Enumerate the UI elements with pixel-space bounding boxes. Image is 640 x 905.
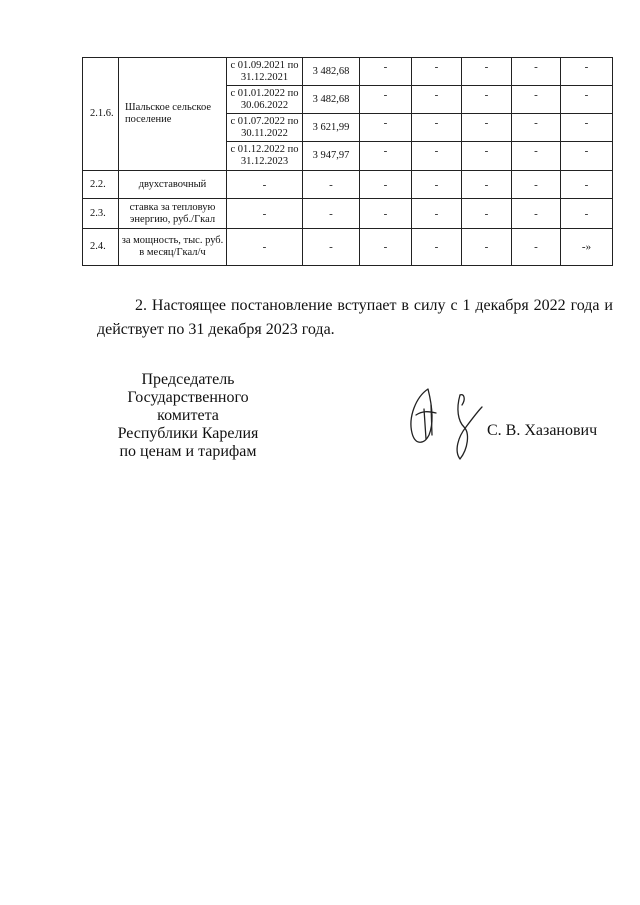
period-cell: с 01.09.2021 по 31.12.2021 <box>227 58 303 86</box>
table-cell: - <box>360 58 412 86</box>
table-cell: - <box>303 171 360 199</box>
tariff-value: 3 482,68 <box>303 86 360 114</box>
table-cell: - <box>412 114 462 142</box>
period-cell: с 01.07.2022 по 30.11.2022 <box>227 114 303 142</box>
table-cell: - <box>360 229 412 266</box>
table-cell: - <box>512 58 561 86</box>
table-cell: - <box>512 229 561 266</box>
signatory-title-line: Республики Карелия <box>117 425 259 442</box>
table-cell: - <box>462 199 512 229</box>
table-cell: - <box>360 142 412 171</box>
signatory-title-line: Государственного комитета <box>127 389 249 424</box>
tariff-value: 3 482,68 <box>303 58 360 86</box>
table-cell: - <box>462 171 512 199</box>
table-cell: - <box>561 58 613 86</box>
table-row <box>83 171 613 199</box>
table-cell: - <box>412 171 462 199</box>
table-cell: - <box>412 86 462 114</box>
table-cell: - <box>462 86 512 114</box>
table-cell: - <box>360 86 412 114</box>
table-cell: - <box>227 229 303 266</box>
table-cell: - <box>360 114 412 142</box>
table-cell: - <box>512 199 561 229</box>
table-cell: - <box>462 58 512 86</box>
table-cell: - <box>412 199 462 229</box>
signatory-name: С. В. Хазанович <box>487 422 598 439</box>
table-cell: - <box>561 171 613 199</box>
row-number: 2.4. <box>83 229 119 266</box>
table-cell: - <box>561 199 613 229</box>
settlement-name: Шальское сельское поселение <box>119 58 227 171</box>
tariff-value: 3 947,97 <box>303 142 360 171</box>
table-cell: - <box>561 114 613 142</box>
tariff-value: 3 621,99 <box>303 114 360 142</box>
row-name: ставка за тепловую энергию, руб./Гкал <box>119 199 227 229</box>
table-cell: - <box>303 199 360 229</box>
signatory-title-line: Председатель <box>141 371 235 388</box>
table-cell: - <box>512 171 561 199</box>
table-cell: - <box>412 58 462 86</box>
row-number: 2.2. <box>83 171 119 199</box>
table-cell: - <box>462 114 512 142</box>
table-cell: - <box>412 142 462 171</box>
table-cell: - <box>512 86 561 114</box>
table-cell: - <box>561 86 613 114</box>
table-cell: - <box>561 142 613 171</box>
table-cell: - <box>360 171 412 199</box>
table-row <box>83 229 613 266</box>
signatory-title <box>98 371 278 461</box>
table-row <box>83 199 613 229</box>
table-cell: - <box>512 114 561 142</box>
period-cell: с 01.12.2022 по 31.12.2023 <box>227 142 303 171</box>
table-cell: - <box>303 229 360 266</box>
table-cell: -» <box>561 229 613 266</box>
row-name: за мощность, тыс. руб. в месяц/Гкал/ч <box>119 229 227 266</box>
table-cell: - <box>512 142 561 171</box>
table-row <box>83 58 613 86</box>
effective-date-paragraph: 2. Настоящее постановление вступает в силу с 1 декабря 2022 года и действует по 31 декабря 2023 года. <box>97 297 613 338</box>
table-cell: - <box>227 199 303 229</box>
table-cell: - <box>412 229 462 266</box>
row-number: 2.3. <box>83 199 119 229</box>
handwritten-signature <box>398 375 488 465</box>
table-cell: - <box>360 199 412 229</box>
table-cell: - <box>462 142 512 171</box>
tariff-table <box>82 57 613 266</box>
signatory-title-line: по ценам и тарифам <box>119 443 257 460</box>
table-cell: - <box>462 229 512 266</box>
row-name: двухставочный <box>119 171 227 199</box>
table-cell: - <box>227 171 303 199</box>
row-number: 2.1.6. <box>83 58 119 171</box>
period-cell: с 01.01.2022 по 30.06.2022 <box>227 86 303 114</box>
